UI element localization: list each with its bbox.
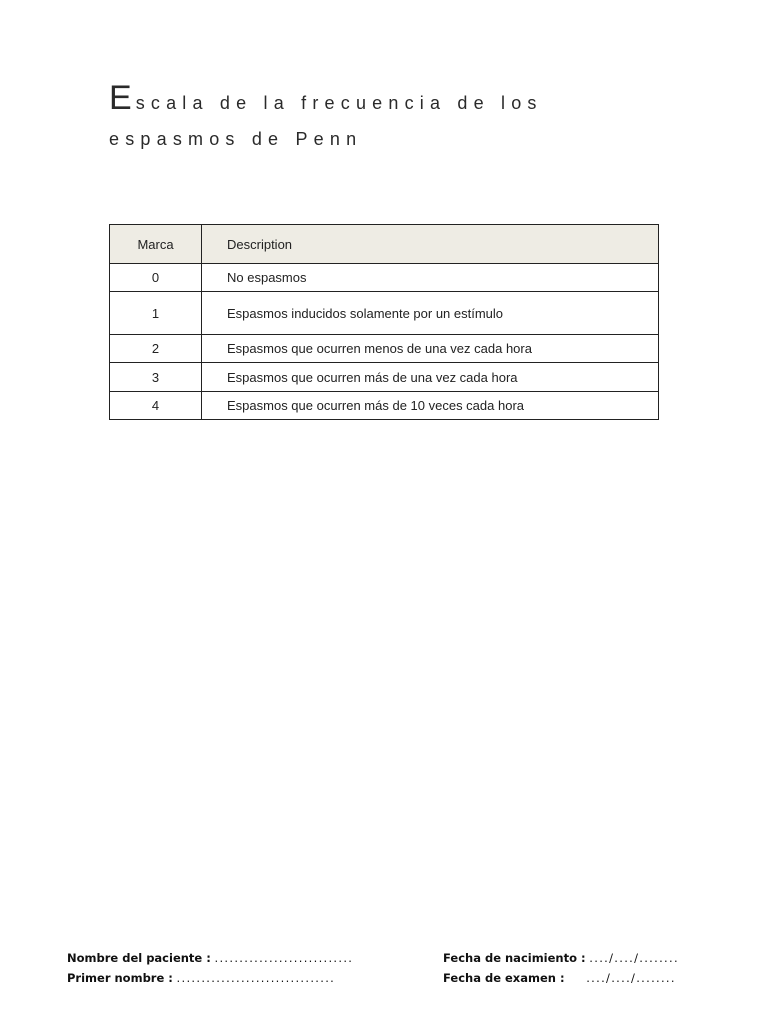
description-cell: Espasmos que ocurren más de 10 veces cada hora [202, 392, 659, 420]
marca-cell: 0 [110, 264, 202, 292]
marca-cell: 2 [110, 335, 202, 363]
patient-name-field [67, 951, 443, 965]
marca-cell: 1 [110, 292, 202, 335]
table-header-row [110, 225, 659, 264]
footer-row-2 [67, 968, 707, 988]
exam-date-blank: ..../..../........ [586, 971, 676, 985]
page-title [109, 80, 669, 157]
table-row [110, 264, 659, 292]
patient-name-label: Nombre del paciente : [67, 951, 211, 965]
column-header-description: Description [202, 225, 659, 264]
description-cell: Espasmos que ocurren más de una vez cada hora [202, 363, 659, 392]
birth-date-label: Fecha de nacimiento : [443, 951, 586, 965]
description-cell: No espasmos [202, 264, 659, 292]
birth-date-field [443, 951, 679, 965]
table-row [110, 292, 659, 335]
exam-date-field [443, 971, 676, 985]
first-name-label: Primer nombre : [67, 971, 173, 985]
birth-date-blank: ..../..../........ [589, 951, 679, 965]
first-name-blank: ................................ [176, 971, 336, 985]
footer-row-1 [67, 948, 707, 968]
table-row [110, 335, 659, 363]
patient-name-blank: ............................ [214, 951, 354, 965]
marca-cell: 4 [110, 392, 202, 420]
title-initial: E [109, 79, 136, 117]
table-row [110, 363, 659, 392]
first-name-field [67, 971, 443, 985]
table-row [110, 392, 659, 420]
title-rest: scala de la frecuencia de los espasmos de Penn [109, 93, 543, 149]
column-header-marca: Marca [110, 225, 202, 264]
exam-date-label: Fecha de examen : [443, 971, 565, 985]
description-cell: Espasmos que ocurren menos de una vez cada hora [202, 335, 659, 363]
patient-info-footer [67, 948, 707, 988]
spasm-frequency-table [109, 224, 659, 420]
description-cell: Espasmos inducidos solamente por un estímulo [202, 292, 659, 335]
marca-cell: 3 [110, 363, 202, 392]
